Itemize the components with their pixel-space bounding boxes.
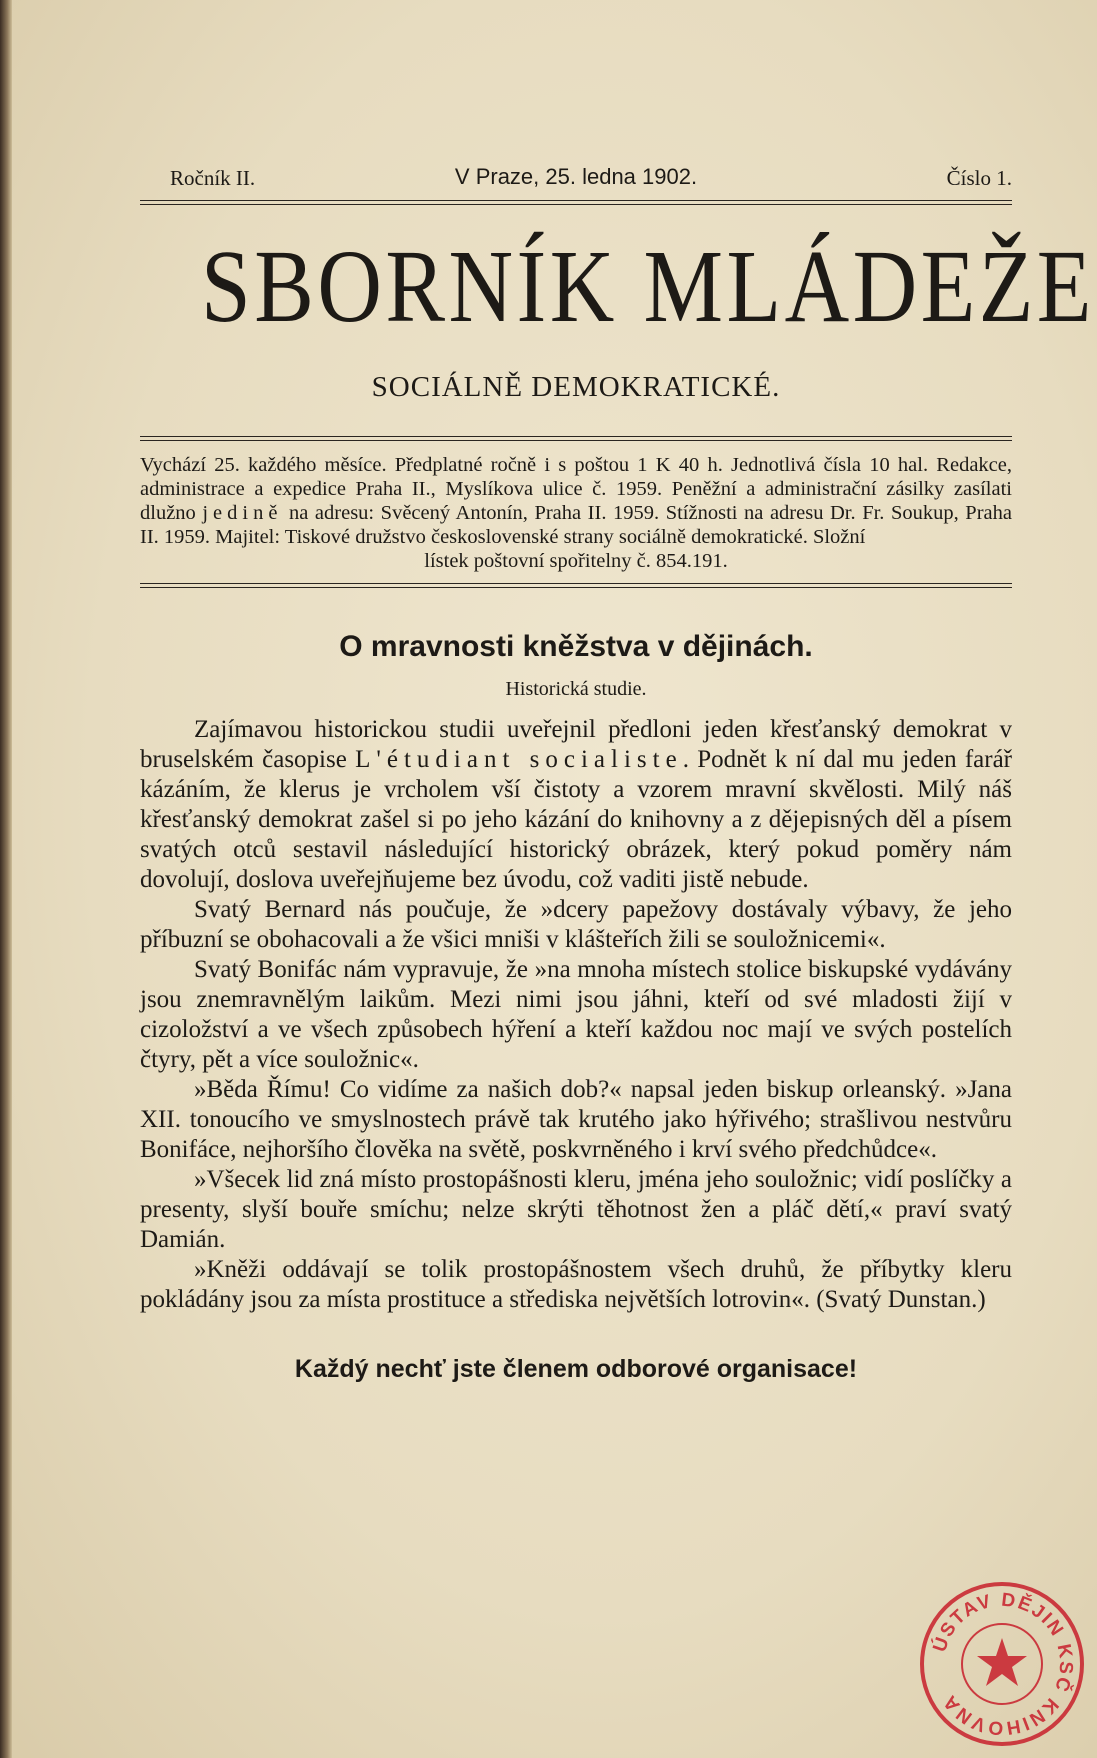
paragraph-1 [140, 715, 1012, 895]
info-bottom-rule [140, 583, 1012, 588]
stamp-text: ÚSTAV DĚJIN KSČ KNIHOVNA [929, 1589, 1077, 1739]
volume-label: Ročník II. [170, 166, 256, 190]
p1-end: . Podnět k ní dal mu jeden farář kázáním, že klerus je vrcholem vší čistoty a vzorem mravní skvělosti. Milý náš křesťanský demokrat zašel si po jeho kázání do knihovny a z dějepisných děl a písem svatých otců sestavil následující historický obrázek, který pokud poměry nám dovolují, doslova uveřejňujeme bez úvodu, což vaditi jistě nebude. [140, 746, 1012, 893]
masthead [140, 160, 1012, 200]
paragraph-2: Svatý Bernard nás poučuje, že »dcery papežovy dostávaly výbavy, že jeho příbuzní se obohacovali a že všici mniši v klášteřích žili se souložnicemi«. [140, 896, 1012, 953]
article-subtitle: Historická studie. [505, 678, 647, 700]
article-body [140, 715, 1012, 1315]
star-emblem-icon [977, 1638, 1027, 1686]
library-stamp [918, 1580, 1086, 1748]
journal-name: L'étudiant socialiste [355, 746, 683, 773]
masthead-rule [140, 200, 1012, 205]
content [140, 160, 1095, 1384]
place-date: V Praze, 25. ledna 1902. [454, 164, 698, 189]
subscription-info [140, 441, 1012, 583]
paragraph-4: »Běda Římu! Co vidíme za našich dob?« napsal jeden biskup orleanský. »Jana XII. tonoucího ve smyslnostech právě tak krutého jako hýřivého; strašlivou nestvůru Bonifáce, nejhoršího člověka na světě, poskvrněného i krví svého předchůdce«. [140, 1076, 1012, 1163]
info-part2: na adresu: Svěcený Antonín, Praha II. 1959. Stížnosti na adresu Dr. Fr. Soukup, Praha II. 1959. Majitel: Tiskové družstvo československé strany sociálně demokratické. Složní [140, 502, 1012, 548]
paragraph-3: Svatý Bonifác nám vypravuje, že »na mnoha místech stolice biskupské vydávány jsou znemravnělým laikům. Mezi nimi jsou jáhni, kteří od své mladosti žijí v cizoložství a ve všech způsobech hýření a kteří každou noc mají ve svých postelích čtyry, pět a více souložnic«. [140, 956, 1012, 1073]
article-title: O mravnosti kněžstva v dějinách. [339, 630, 813, 663]
slogan: Každý nechť jste členem odborové organisace! [294, 1355, 858, 1383]
info-last-line: lístek poštovní spořitelny č. 854.191. [424, 550, 728, 572]
paragraph-6: »Kněži oddávají se tolik prostopášnostem všech druhů, že příbytky kleru pokládány jsou za místa prostituce a střediska největších lotrovin«. (Svatý Dunstan.) [140, 1256, 1012, 1313]
book-spine [0, 0, 12, 1758]
publication-title: SBORNÍK MLÁDEŽE [201, 229, 1095, 344]
info-part1: Vychází 25. každého měsíce. Předplatné ročně i s poštou 1 K 40 h. Jednotlivá čísla 10 hal. Redakce, administrace a expedice Praha II., Myslíkova ulice č. 1959. Peněžní a administrační zásilky zasílati dlužno [140, 454, 1012, 524]
info-emphasis: jedině [202, 502, 283, 524]
p1-start: Zajímavou historickou studii uveřejnil předloni jeden křesťanský demokrat v bruselském časopise [140, 716, 1012, 773]
info-box [140, 436, 1012, 588]
paragraph-5: »Všecek lid zná místo prostopášnosti kleru, jména jeho souložnic; vidí poslíčky a presenty, slyší bouře smíchu; nelze skrýti těhotnost žen a pláč dětí,« praví svatý Damián. [140, 1166, 1012, 1253]
publication-subtitle: SOCIÁLNĚ DEMOKRATICKÉ. [371, 371, 781, 403]
issue-number: Číslo 1. [946, 166, 1012, 190]
